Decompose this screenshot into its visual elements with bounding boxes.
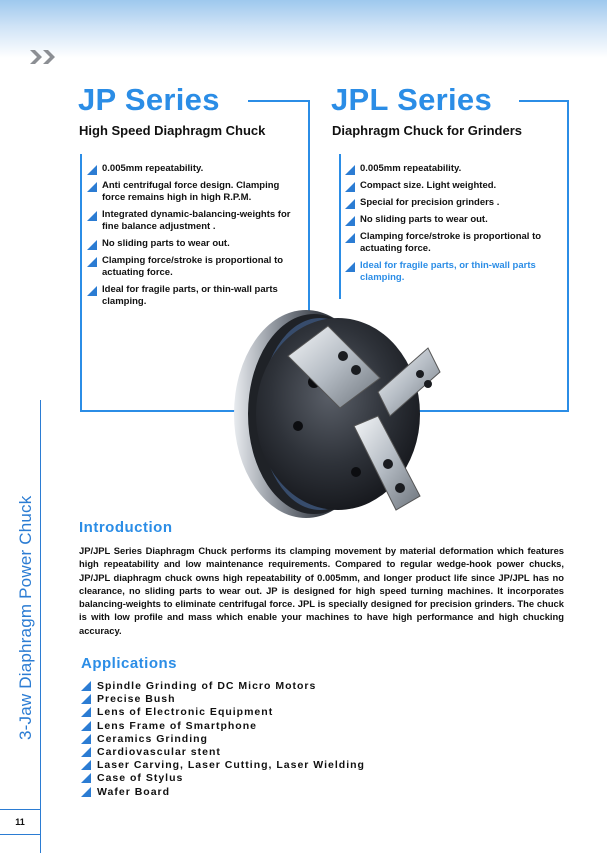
list-item: Precise Bush <box>80 693 365 706</box>
triangle-bullet-icon <box>87 182 97 192</box>
diaphragm-chuck-image <box>228 296 448 524</box>
list-item: 0.005mm repeatability. <box>86 163 304 175</box>
jp-box-left-line <box>80 154 82 412</box>
list-item: Anti centrifugal force design. Clamping force remains high in high R.P.M. <box>86 180 304 204</box>
applications-list <box>80 680 365 799</box>
triangle-bullet-icon <box>81 747 91 757</box>
triangle-bullet-icon <box>87 240 97 250</box>
header-gradient-band <box>0 0 607 58</box>
triangle-bullet-icon <box>81 734 91 744</box>
introduction-text: JP/JPL Series Diaphragm Chuck performs its clamping movement by material deformation which features high repeatability and low maintenance requirements. Compared to regular wedge-hook power chucks, JP/JPL diaphragm chuck owns high repeatability of 0.005mm, and longer product life since JP/JPL has no clearance, no sliding parts to wear out. JP is designed for high speed turning machines. It incorporates balancing-weights to eliminate centrifugal force. JPL is specially designed for precision grinders. The chuck is with low profile and mass which enable your machines to have high performance and high chucking accuracy. <box>79 545 564 636</box>
jp-box-top-line <box>248 100 310 102</box>
list-item: Compact size. Light weighted. <box>344 180 564 192</box>
triangle-bullet-icon <box>81 694 91 704</box>
triangle-bullet-icon <box>345 216 355 226</box>
jpl-series-title: JPL Series <box>331 82 492 117</box>
list-item: Ideal for fragile parts, or thin-wall parts clamping. <box>86 284 304 308</box>
list-item: Lens of Electronic Equipment <box>80 706 365 719</box>
double-chevron-icon <box>30 47 58 67</box>
jp-series-title: JP Series <box>78 82 220 117</box>
list-item: Wafer Board <box>80 786 365 799</box>
triangle-bullet-icon <box>345 199 355 209</box>
triangle-bullet-icon <box>345 165 355 175</box>
triangle-bullet-icon <box>87 211 97 221</box>
jpl-series-subtitle: Diaphragm Chuck for Grinders <box>332 123 522 138</box>
list-item: No sliding parts to wear out. <box>344 214 564 226</box>
list-item: Case of Stylus <box>80 772 365 785</box>
triangle-bullet-icon <box>87 257 97 267</box>
jp-series-subtitle: High Speed Diaphragm Chuck <box>79 123 266 138</box>
list-item: Special for precision grinders . <box>344 197 564 209</box>
triangle-bullet-icon <box>81 760 91 770</box>
list-item: Clamping force/stroke is proportional to actuating force. <box>86 255 304 279</box>
applications-heading: Applications <box>81 655 178 672</box>
triangle-bullet-icon <box>81 681 91 691</box>
jpl-feature-list <box>344 163 564 289</box>
list-item: No sliding parts to wear out. <box>86 238 304 250</box>
triangle-bullet-icon <box>81 787 91 797</box>
list-item: Ceramics Grinding <box>80 733 365 746</box>
triangle-bullet-icon <box>87 286 97 296</box>
list-item: Spindle Grinding of DC Micro Motors <box>80 680 365 693</box>
jpl-box-right-line <box>567 100 569 412</box>
jpl-box-left-line <box>339 154 341 299</box>
list-item: Laser Carving, Laser Cutting, Laser Wielding <box>80 759 365 772</box>
triangle-bullet-icon <box>345 233 355 243</box>
triangle-bullet-icon <box>345 262 355 272</box>
triangle-bullet-icon <box>345 182 355 192</box>
list-item: 0.005mm repeatability. <box>344 163 564 175</box>
list-item: Cardiovascular stent <box>80 746 365 759</box>
triangle-bullet-icon <box>81 721 91 731</box>
list-item: Ideal for fragile parts, or thin-wall parts clamping. <box>344 260 564 284</box>
triangle-bullet-icon <box>81 707 91 717</box>
introduction-heading: Introduction <box>79 519 173 536</box>
triangle-bullet-icon <box>81 773 91 783</box>
page-number: 11 <box>0 809 40 835</box>
list-item: Clamping force/stroke is proportional to actuating force. <box>344 231 564 255</box>
left-vertical-rule <box>40 400 41 853</box>
jp-feature-list <box>86 163 304 313</box>
list-item: Integrated dynamic-balancing-weights for fine balance adjustment . <box>86 209 304 233</box>
jpl-box-top-line <box>519 100 569 102</box>
triangle-bullet-icon <box>87 165 97 175</box>
list-item: Lens Frame of Smartphone <box>80 720 365 733</box>
side-title: 3-Jaw Diaphragm Power Chuck <box>16 495 35 740</box>
